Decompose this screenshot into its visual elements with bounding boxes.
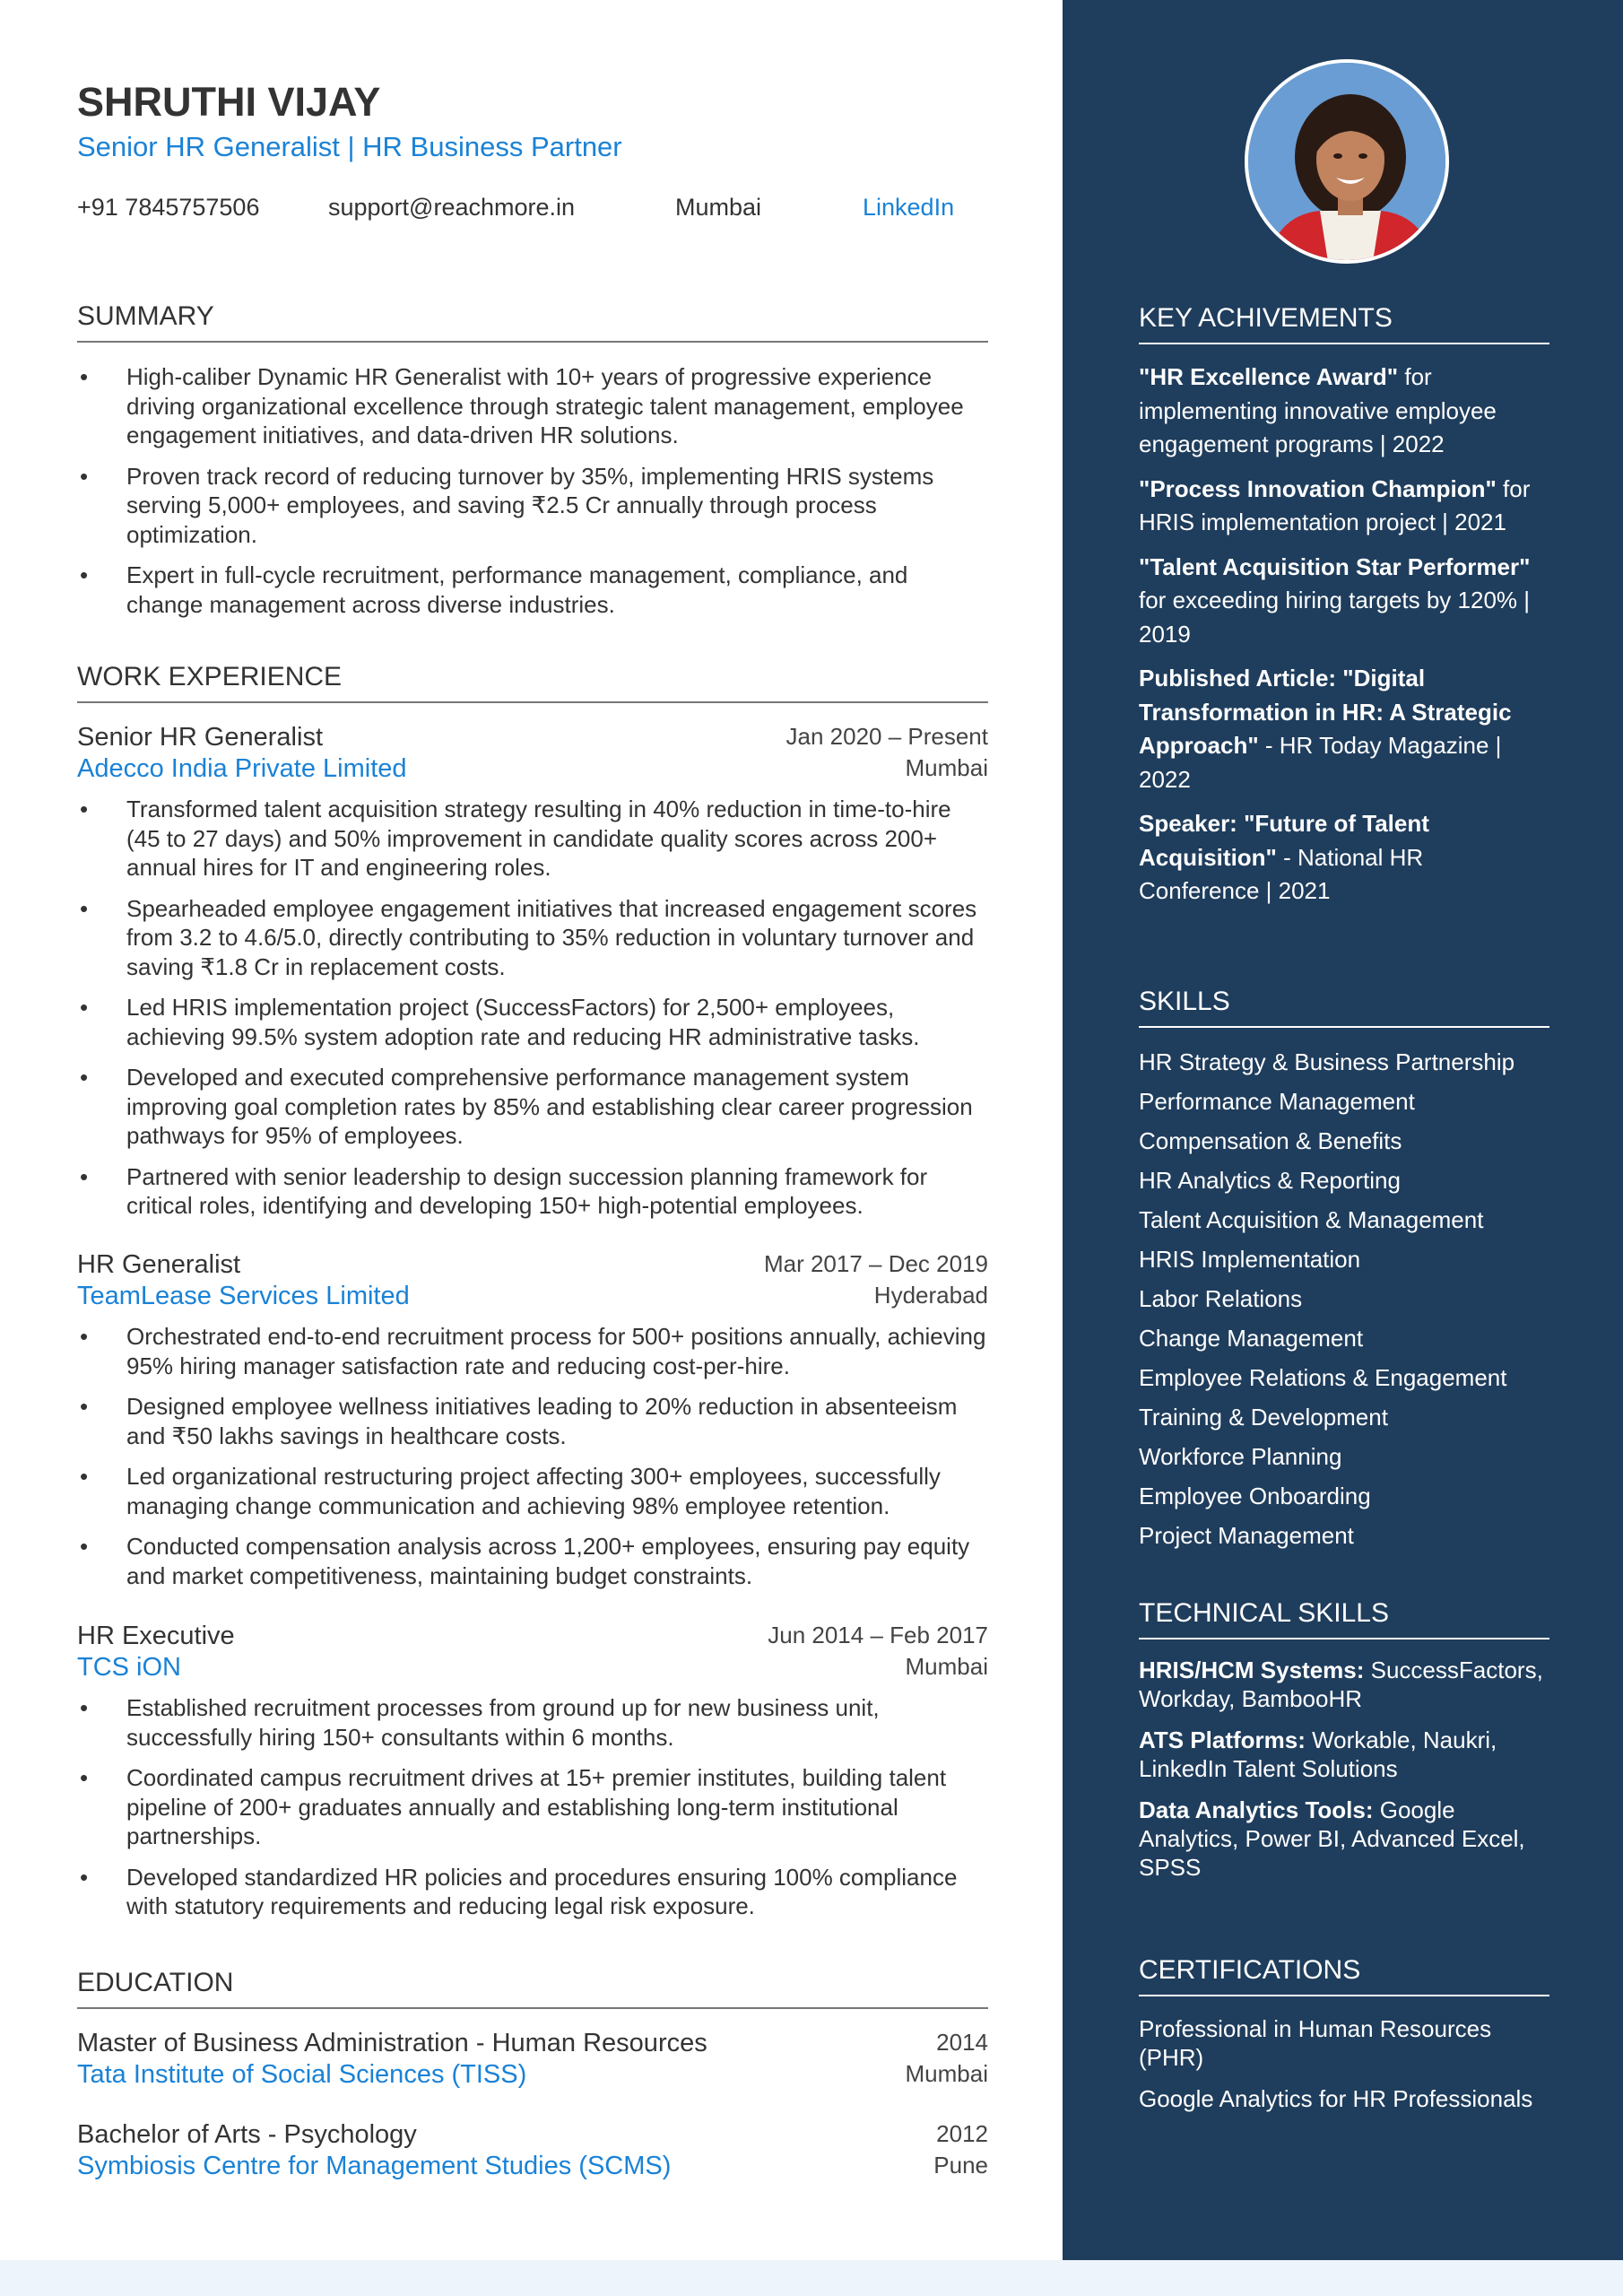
job-dates: Jan 2020 – Present bbox=[785, 723, 988, 750]
list-item: Compensation & Benefits bbox=[1139, 1127, 1402, 1154]
bullet-icon: • bbox=[80, 1863, 89, 1891]
bullet-icon: • bbox=[80, 894, 89, 922]
bullet-icon: • bbox=[80, 1323, 89, 1350]
candidate-title: Senior HR Generalist | HR Business Partner bbox=[77, 131, 622, 162]
list-item: • Conducted compensation analysis across 1,200+ employees, ensuring pay equity and market competitiveness, maintaining budget constraints. bbox=[80, 1533, 970, 1589]
bullet-icon: • bbox=[80, 1064, 89, 1091]
skills-heading: SKILLS bbox=[1139, 987, 1549, 1028]
edu-location: Mumbai bbox=[905, 2060, 988, 2087]
list-item: • Proven track record of reducing turnover by 35%, implementing HRIS systems serving 5,000+ employees, and saving ₹2.5 Cr annually through process optimization. bbox=[80, 462, 934, 548]
job-role: HR Executive bbox=[77, 1622, 235, 1650]
achievements-list bbox=[1139, 361, 1549, 919]
list-item: Labor Relations bbox=[1139, 1285, 1303, 1312]
job-company: Adecco India Private Limited bbox=[77, 754, 407, 783]
list-item: Professional in Human Resources (PHR) bbox=[1139, 2015, 1492, 2071]
edu-school: Symbiosis Centre for Management Studies (SCMS) bbox=[77, 2152, 672, 2180]
list-item: • Developed and executed comprehensive performance management system improving goal completion rates by 85% and establishing clear career progression pathways for 95% of employees. bbox=[80, 1064, 973, 1149]
profile-photo bbox=[1245, 59, 1449, 264]
list-item: Performance Management bbox=[1139, 1088, 1415, 1115]
job-entry bbox=[77, 1250, 988, 1602]
contact-row bbox=[77, 194, 988, 224]
linkedin-link[interactable]: LinkedIn bbox=[863, 194, 955, 221]
edu-location: Pune bbox=[933, 2152, 988, 2179]
list-item: • Led HRIS implementation project (SuccessFactors) for 2,500+ employees, achieving 99.5% system adoption rate and reducing HR administrative tasks. bbox=[80, 994, 920, 1050]
bullet-icon: • bbox=[80, 363, 89, 390]
list-item: HRIS Implementation bbox=[1139, 1246, 1361, 1273]
job-company: TeamLease Services Limited bbox=[77, 1282, 410, 1310]
email-link[interactable]: support@reachmore.in bbox=[328, 194, 576, 221]
list-item: Data Analytics Tools: Google Analytics, Power BI, Advanced Excel, SPSS bbox=[1139, 1796, 1525, 1881]
technical-skills-heading: TECHNICAL SKILLS bbox=[1139, 1598, 1549, 1639]
skills-list bbox=[1139, 1042, 1549, 1555]
education-entry bbox=[77, 2029, 988, 2092]
edu-degree: Bachelor of Arts - Psychology bbox=[77, 2120, 417, 2149]
list-item: Employee Onboarding bbox=[1139, 1483, 1371, 1509]
edu-school: Tata Institute of Social Sciences (TISS) bbox=[77, 2060, 527, 2089]
list-item: "HR Excellence Award" for implementing innovative employee engagement programs | 2022 bbox=[1139, 363, 1497, 457]
list-item: • Established recruitment processes from ground up for new business unit, successfully hiring 150+ consultants within 6 months. bbox=[80, 1694, 880, 1751]
job-location: Hyderabad bbox=[873, 1282, 988, 1309]
edu-year: 2012 bbox=[936, 2120, 988, 2147]
list-item: HR Analytics & Reporting bbox=[1139, 1167, 1401, 1194]
bullet-icon: • bbox=[80, 1533, 89, 1560]
achievements-heading: KEY ACHIVEMENTS bbox=[1139, 303, 1549, 344]
job-entry bbox=[77, 1622, 988, 1933]
list-item: • Orchestrated end-to-end recruitment process for 500+ positions annually, achieving 95% hiring manager satisfaction rate and reducing cost-per-hire. bbox=[80, 1323, 986, 1379]
list-item: Speaker: "Future of Talent Acquisition" - National HR Conference | 2021 bbox=[1139, 810, 1429, 904]
list-item: HRIS/HCM Systems: SuccessFactors, Workday, BambooHR bbox=[1139, 1657, 1543, 1712]
bullet-icon: • bbox=[80, 1393, 89, 1420]
phone-text: +91 7845757506 bbox=[77, 194, 260, 221]
bullet-icon: • bbox=[80, 1694, 89, 1721]
certifications-heading: CERTIFICATIONS bbox=[1139, 1955, 1549, 1996]
list-item: Employee Relations & Engagement bbox=[1139, 1364, 1507, 1391]
list-item: • Transformed talent acquisition strategy resulting in 40% reduction in time-to-hire (45 to 27 days) and 50% improvement in candidate quality scores across 200+ annual hires for IT and engineering roles. bbox=[80, 796, 951, 881]
list-item: "Talent Acquisition Star Performer" for exceeding hiring targets by 120% | 2019 bbox=[1139, 552, 1531, 648]
bullet-icon: • bbox=[80, 561, 89, 588]
list-item: • Spearheaded employee engagement initiatives that increased engagement scores from 3.2 to 4.6/5.0, directly contributing to 35% reduction in voluntary turnover and saving ₹1.8 Cr in replacement costs. bbox=[80, 894, 977, 980]
list-item: Published Article: "Digital Transformation in HR: A Strategic Approach" - HR Today Magazine | 2022 bbox=[1139, 665, 1512, 793]
list-item: • Expert in full-cycle recruitment, performance management, compliance, and change management across diverse industries. bbox=[80, 561, 908, 618]
bullet-icon: • bbox=[80, 1162, 89, 1190]
list-item: Workforce Planning bbox=[1139, 1443, 1342, 1470]
summary-heading: SUMMARY bbox=[77, 301, 988, 343]
list-item: • Partnered with senior leadership to design succession planning framework for critical roles, identifying and developing 150+ high-potential employees. bbox=[80, 1162, 928, 1219]
technical-skills-list bbox=[1139, 1656, 1549, 1894]
bullet-icon: • bbox=[80, 1463, 89, 1490]
list-item: HR Strategy & Business Partnership bbox=[1139, 1048, 1515, 1075]
list-item: "Process Innovation Champion" for HRIS implementation project | 2021 bbox=[1139, 474, 1531, 535]
list-item: Talent Acquisition & Management bbox=[1139, 1206, 1484, 1233]
list-item: • Coordinated campus recruitment drives at 15+ premier institutes, building talent pipeline of 200+ graduates annually and establishing long-term institutional partnerships. bbox=[80, 1764, 947, 1849]
certifications-list bbox=[1139, 2014, 1549, 2126]
bullet-icon: • bbox=[80, 1764, 89, 1791]
job-role: Senior HR Generalist bbox=[77, 723, 323, 752]
list-item: Google Analytics for HR Professionals bbox=[1139, 2085, 1533, 2112]
edu-year: 2014 bbox=[936, 2029, 988, 2056]
education-entry bbox=[77, 2120, 988, 2183]
job-bullets bbox=[77, 1322, 988, 1590]
list-item: • Developed standardized HR policies and procedures ensuring 100% compliance with statutory requirements and reducing legal risk exposure. bbox=[80, 1863, 958, 1919]
experience-heading: WORK EXPERIENCE bbox=[77, 662, 988, 703]
job-role: HR Generalist bbox=[77, 1250, 241, 1279]
bullet-icon: • bbox=[80, 994, 89, 1021]
list-item: • Led organizational restructuring project affecting 300+ employees, successfully managing change communication and achieving 98% employee retention. bbox=[80, 1463, 941, 1519]
summary-list bbox=[77, 362, 988, 631]
bullet-icon: • bbox=[80, 796, 89, 822]
education-heading: EDUCATION bbox=[77, 1968, 988, 2009]
candidate-name: SHRUTHI VIJAY bbox=[77, 79, 381, 125]
list-item: • Designed employee wellness initiatives leading to 20% reduction in absenteeism and ₹50 lakhs savings in healthcare costs. bbox=[80, 1393, 958, 1449]
edu-degree: Master of Business Administration - Human Resources bbox=[77, 2029, 707, 2057]
job-location: Mumbai bbox=[905, 1653, 988, 1680]
avatar-illustration bbox=[1248, 63, 1449, 264]
job-entry bbox=[77, 723, 988, 1232]
list-item: ATS Platforms: Workable, Naukri, LinkedIn Talent Solutions bbox=[1139, 1726, 1497, 1782]
job-bullets bbox=[77, 795, 988, 1221]
job-location: Mumbai bbox=[905, 754, 988, 781]
list-item: Training & Development bbox=[1139, 1404, 1388, 1431]
job-bullets bbox=[77, 1693, 988, 1921]
job-dates: Jun 2014 – Feb 2017 bbox=[768, 1622, 988, 1648]
job-dates: Mar 2017 – Dec 2019 bbox=[763, 1250, 988, 1277]
list-item: Project Management bbox=[1139, 1522, 1354, 1549]
list-item: • High-caliber Dynamic HR Generalist with 10+ years of progressive experience driving organizational excellence through strategic talent management, employee engagement initiatives, and data-driven HR solutions. bbox=[80, 363, 964, 448]
job-company: TCS iON bbox=[77, 1653, 181, 1682]
bullet-icon: • bbox=[80, 462, 89, 490]
location-text: Mumbai bbox=[675, 194, 762, 221]
list-item: Change Management bbox=[1139, 1325, 1364, 1352]
